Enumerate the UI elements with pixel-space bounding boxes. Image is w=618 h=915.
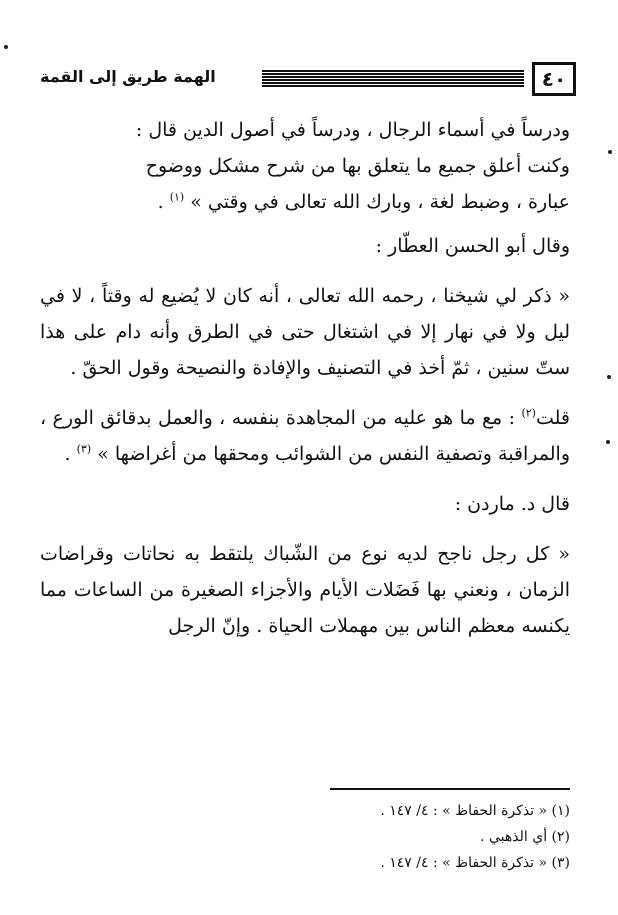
footnote-rule <box>330 788 570 790</box>
footnotes <box>40 798 570 876</box>
header-rule <box>262 70 524 88</box>
footnote-item: (١) « تذكرة الحفاظ » : ٤/ ١٤٧ . <box>380 803 570 819</box>
footnote-item: (٣) « تذكرة الحفاظ » : ٤/ ١٤٧ . <box>380 855 570 871</box>
margin-speck <box>606 440 610 444</box>
sentence-end: . <box>157 191 164 213</box>
footnote-ref: (٢) <box>521 406 536 420</box>
spacer <box>40 386 570 400</box>
footnote-item: (٢) أي الذهبي . <box>480 829 570 845</box>
footnote-ref: (١) <box>169 190 185 204</box>
spacer <box>40 220 570 228</box>
margin-speck <box>607 375 611 379</box>
margin-speck <box>608 150 612 154</box>
paragraph-text: : مع ما هو عليه من المجاهدة بنفسه ، والعمل بدقائق الورع ، والمراقبة وتصفية النفس من الشوائب ومحقها من أغراضها » <box>40 407 570 465</box>
paragraph-text: عبارة ، وضبط لغة ، وبارك الله تعالى في وقتي » <box>190 191 570 213</box>
paragraph-block: « ذكر لي شيخنا ، رحمه الله تعالى ، أنه كان لا يُضيع له وقتاً ، لا في ليل ولا في نهار إلا في اشتغال حتى في الطرق وأنه دام على هذا ستّ سنين ، ثمّ أخذ في التصنيف والإفادة والنصيحة وقول الحقّ . <box>40 285 570 379</box>
spacer <box>40 264 570 278</box>
page-number: ٤٠ <box>532 62 576 96</box>
sentence-end: . <box>64 443 71 465</box>
paragraph-line: قال د. ماردن : <box>454 493 570 515</box>
page-header <box>40 58 576 102</box>
body-text <box>40 112 570 644</box>
spacer <box>40 522 570 536</box>
paragraph-line: وقال أبو الحسن العطّار : <box>375 235 570 257</box>
paragraph-line: ودرساً في أسماء الرجال ، ودرساً في أصول الدين قال : <box>135 119 570 141</box>
spacer <box>40 472 570 486</box>
paragraph-line: وكنت أعلق جميع ما يتعلق بها من شرح مشكل ووضوح <box>145 155 570 177</box>
paragraph-line <box>40 184 570 220</box>
running-title: الهمة طريق إلى القمة <box>40 67 216 86</box>
paragraph-block <box>40 400 570 472</box>
margin-speck <box>4 45 8 49</box>
footnote-ref: (٣) <box>76 442 92 456</box>
paragraph-text: قلت <box>535 407 570 429</box>
paragraph-block: « كل رجل ناجح لديه نوع من الشّباك يلتقط به نحاتات وقراضات الزمان ، ونعني بها فَضَلات الأيام والأجزاء الصغيرة من الساعات مما يكنسه معظم الناس بين مهملات الحياة . وإنّ الرجل <box>40 543 570 637</box>
